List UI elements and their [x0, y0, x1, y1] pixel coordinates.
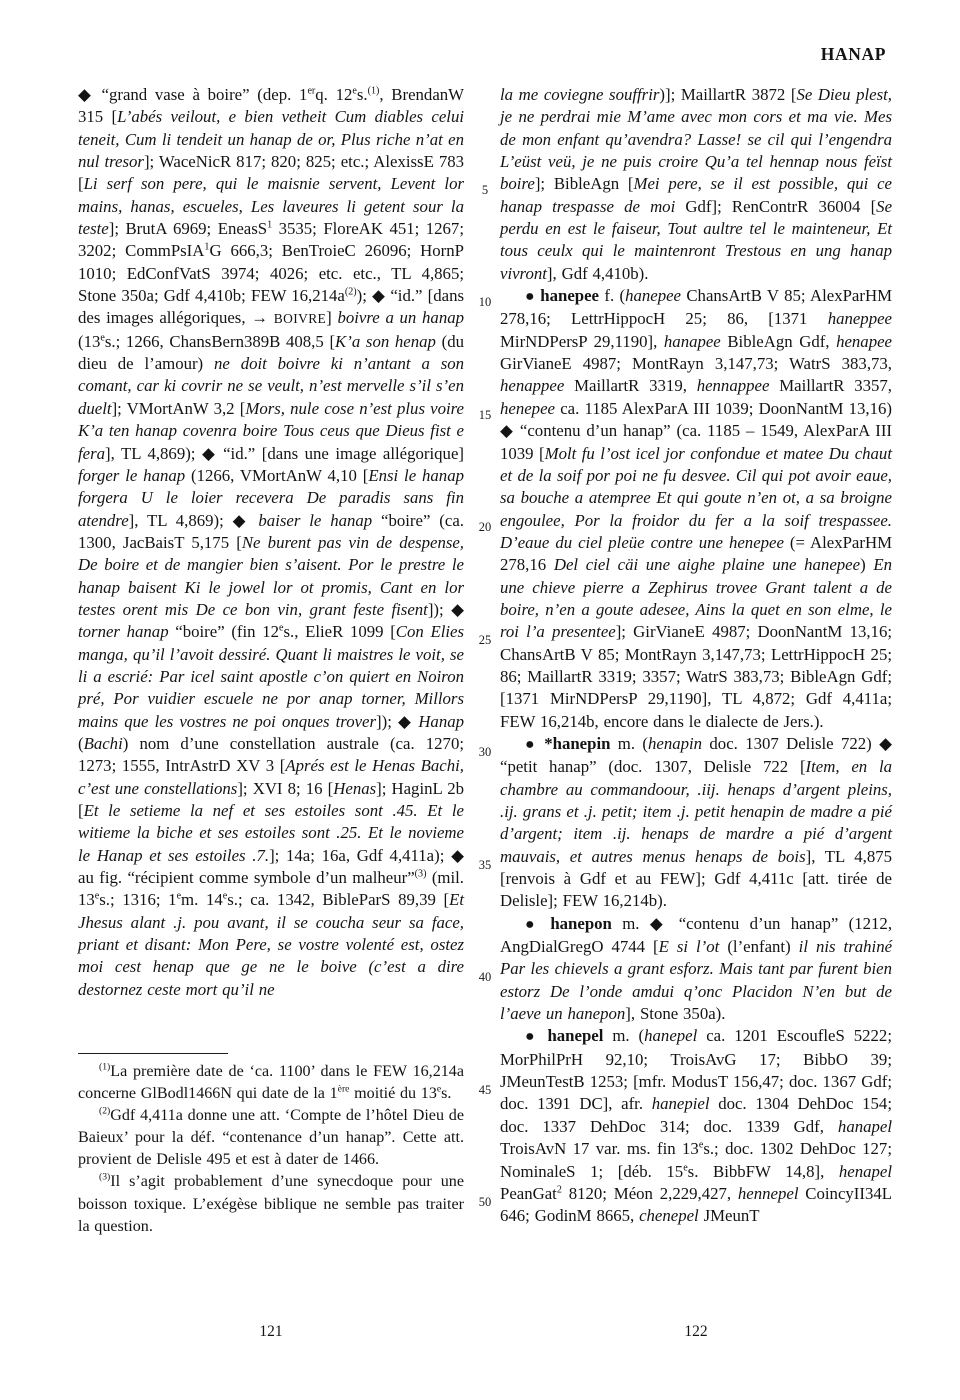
page-number-left: 121: [259, 1323, 283, 1340]
text-run: “boire” (fin 12: [168, 622, 279, 642]
text-run: E si l’ot: [658, 937, 720, 957]
text-run: ]; 14a; 16a, Gdf 4,411a);: [269, 845, 452, 865]
text-run: Et le setieme la nef et ses estoiles sont .45. Et le witieme la biche et ses estoiles sont .25. Et le novieme le Hanap et ses estoiles .7.: [78, 801, 464, 865]
diamond-icon: ◆: [879, 733, 892, 753]
text-run: ]);: [376, 711, 398, 731]
text-run: ], TL 4,869);: [105, 443, 202, 463]
line-number-15: 15: [478, 408, 492, 422]
text-run: Se Dieu plest, je ne perdrai mie M’ame avec mon cors et ma vie. Mes de mon enfant qu’avendra? Lasse! se cil qui l’engendra L’eüst veü, je ne puis croire Qu’a tel hennap nous feïst boire: [500, 85, 892, 194]
entry-hanepon: [500, 913, 892, 1026]
text-run: e: [436, 1083, 442, 1095]
diamond-icon: ◆: [202, 443, 224, 463]
text-run: “petit hanap” (doc. 1307, Delisle 722 [: [500, 757, 806, 777]
text-run: (1): [367, 85, 380, 97]
text-run: s.; doc. 1302 DehDoc 127; NominaleS 1; [déb. 15: [500, 1139, 892, 1181]
diamond-icon: ◆: [372, 286, 391, 306]
text-run: Molt fu l’ost icel jor confondue et matee Du chaut et de la soif por poi ne fu desvee. Cil qui pot avoir eaue, sa bouche a atempree Et qui goute n’en ot, a sa broigne engoulee, Por la froidor du fer a la soif trespassee. D’eaue du ciel pleüe contre une henepee: [500, 443, 892, 552]
text-run: (2): [344, 286, 357, 298]
text-run: G 666,3; BenTroieC 26096; HornP 1010; EdConfVatS 3974; 4026; etc. etc., TL 4,865; Stone 350a; Gdf 4,410b; FEW 16,214a: [78, 241, 464, 306]
text-run: ]);: [427, 599, 452, 619]
text-run: hanapee: [663, 331, 721, 351]
text-run: s.; ca. 1342, BibleParS 89,39 [: [227, 890, 450, 910]
text-run: Aprés est le Henas Bachi, c’est une constellations: [78, 756, 464, 798]
text-run: ]: [326, 308, 338, 328]
footnote-rule: [78, 1053, 228, 1054]
text-run: torner hanap: [78, 622, 169, 642]
text-run: ]; BibleAgn [: [534, 174, 634, 194]
text-run: henapel: [838, 1161, 892, 1181]
text-run: ]; HaginL 2b [: [78, 778, 465, 820]
text-run: e: [683, 1161, 688, 1173]
text-run: ], TL 4,869);: [128, 510, 233, 530]
text-run: haneppee: [827, 309, 892, 329]
text-run: m. (: [610, 733, 648, 753]
text-run: au fig. “récipient comme symbole d’un malheur”: [78, 868, 415, 888]
text-run: Se perdu en est le faiseur, Tout aultre tel le mainteneur, Et tous ceulx qui le maintenront Trestous en ung hanap vivront: [500, 196, 893, 283]
text-run: ], Stone 350a).: [625, 1004, 726, 1024]
text-run: s.; 1316; 1: [99, 890, 177, 910]
line-number-5: 5: [481, 183, 489, 197]
text-run: moitié du 13: [349, 1085, 437, 1103]
text-run: Mors, nule cose n’est plus voire K’a ten hanap covenra boire Tous ceus que Dieus fist e fera: [78, 398, 465, 463]
text-run: (1266, VMortAnW 4,10 [: [185, 465, 369, 485]
running-head: HANAP: [820, 44, 886, 64]
text-run: *hanepin: [544, 733, 611, 753]
text-run: BOIVRE: [273, 311, 327, 327]
text-run: ]; VMortAnW 3,2 [: [111, 398, 246, 418]
text-run: ne doit boivre ki n’antant a son comant, car ki covrir ne se veult, n’est mervelle s’il s’en duelt: [78, 354, 465, 418]
text-run: TroisAvN 17 var. ms. fin 13: [500, 1139, 699, 1159]
text-run: (1): [99, 1061, 111, 1073]
diamond-icon: ◆: [451, 599, 464, 619]
diamond-icon: ◆: [398, 711, 419, 731]
text-run: hennappee: [696, 376, 770, 396]
entry-text-right-continuation: [500, 84, 892, 285]
text-run: (du dieu de l’amour): [78, 331, 464, 374]
text-run: f. (: [599, 286, 626, 306]
text-run: er: [307, 85, 316, 97]
text-run: Bachi: [83, 733, 123, 753]
text-run: 3535; FloreAK 451; 1267; 3202; CommPsIA: [78, 219, 464, 261]
text-run: ca. 1201 EscoufleS 5222; MorPhilPrH 92,10; TroisAvG 17; BibbO 39; JMeunTestB 1253; [mfr. ModusT 156,47; doc. 1367 Gdf; doc. 1391 DC], afr.: [500, 1026, 892, 1114]
text-run: “id.” [dans une image allégorique]: [223, 443, 464, 463]
line-number-45: 45: [478, 1083, 492, 1097]
text-run: );: [356, 286, 373, 306]
text-run: Gdf]; RenContrR 36004 [: [675, 196, 877, 216]
text-run: ): [860, 555, 874, 575]
text-run: doc. 1304 DehDoc 154; doc. 1337 DehDoc 314; doc. 1339 Gdf,: [500, 1094, 892, 1136]
text-run: (mil. 13: [78, 868, 464, 910]
text-run: Ne burent pas vin de despense, De boire et de mangier bien s’aisent. Por le prestre le hanap baisent Ki le jowel lor ot promis, Cant en lor testes orent mis De ce bon vin, grant feste fisent: [78, 532, 465, 619]
diamond-icon: ◆: [500, 421, 520, 441]
text-run: ca. 1185 AlexParA III 1039; DoonNantM 13,16): [554, 398, 892, 418]
text-run: hanapel: [837, 1116, 892, 1136]
text-run: JMeunT: [698, 1206, 760, 1226]
text-run: ère: [337, 1083, 350, 1095]
text-run: s.: [441, 1085, 452, 1103]
text-run: )]; MaillartR 3872 [: [659, 85, 797, 104]
text-run: m. 14: [181, 890, 223, 910]
footnote-3: [78, 1171, 464, 1237]
text-run: ChansArtB V 85; AlexParHM 278,16; LettrHippocH 25; 86, [1371: [500, 286, 893, 329]
line-number-35: 35: [478, 858, 492, 872]
entry-hanepee: [500, 285, 892, 733]
footnotes: [78, 1061, 464, 1238]
diamond-icon: ◆: [451, 845, 464, 865]
text-run: Hanap: [418, 711, 464, 731]
text-run: ]; WaceNicR 817; 820; 825; etc.; AlexissE 783 [: [78, 152, 465, 194]
text-run: hanepel: [644, 1026, 698, 1046]
text-run: Gdf 4,411a donne une att. ‘Compte de l’hôtel Dieu de Baieux’ pour la déf. “contenance d’un hanap”. Cette att. provient de Delisle 495 et est à dater de 1466.: [78, 1107, 464, 1169]
text-run: Ensi le hanap forgera U le loier recevera De paradis sans fin atendre: [78, 465, 464, 530]
text-run: hanepon: [550, 913, 612, 933]
text-run: Henas: [333, 778, 377, 798]
text-run: L’abés veilout, e bien vetheit Cum diables celui teneit, Cum li tendeit un hanap de or, Plus riche n’at en nul tresor: [78, 107, 464, 172]
text-run: K’a son henap: [335, 331, 436, 351]
text-run: ]; BrutA 6969; EneasS: [108, 219, 268, 239]
line-number-30: 30: [478, 745, 492, 759]
line-number-40: 40: [478, 970, 492, 984]
text-run: Et Jhesus alant .j. pou avant, il se coucha seur sa face, priant et disant: Mon Pere, se vostre volenté est, ostez moi cest henap que ge ne le boive (c’est a dire destornez ceste mort qu’il ne: [78, 890, 464, 999]
text-run: baiser le hanap: [258, 510, 373, 530]
text-run: La première date de ‘ca. 1100’ dans le FEW 16,214a concerne GlBodl1466N qui date de la 1: [78, 1063, 464, 1103]
text-run: m.: [611, 913, 650, 933]
text-run: Mei pere, se il est possible, qui ce hanap trespasse de moi: [500, 174, 892, 216]
entry-text-left: [78, 84, 464, 1042]
text-run: hanepel: [547, 1026, 604, 1046]
text-run: s. BibbFW 14,8],: [687, 1161, 839, 1181]
right-column: [500, 84, 892, 1228]
text-run: 8120; Méon 2,229,427,: [561, 1183, 738, 1203]
text-run: henapee: [836, 331, 892, 351]
text-run: (13: [78, 331, 101, 351]
text-run: PeanGat: [500, 1183, 557, 1203]
text-run: “id.” [dans des images allégoriques, →: [78, 286, 464, 328]
text-run: q. 12: [315, 85, 353, 104]
text-run: 1: [204, 241, 210, 253]
text-run: MaillartR 3357,: [769, 376, 892, 396]
text-run: MaillartR 3319,: [564, 376, 697, 396]
text-run: s., ElieR 1099 [: [283, 622, 396, 642]
text-run: e: [352, 85, 357, 97]
bullet-icon: ●: [525, 915, 551, 933]
text-run: Li serf son pere, qui le maisnie servent, Levent lor mains, hanas, escueles, Les laveures li getent sour la teste: [78, 174, 464, 239]
text-run: Item, en la chambre au commandoour, .iij. henaps d’argent pleins, .ij. grans et .j. petit; item .j. petit henapin de madre a pié d’argent; item .ij. henaps de mardre a pié d’argent mauvais, et autres menus henaps de bois: [500, 757, 893, 866]
text-run: hanepee: [625, 286, 682, 306]
bullet-icon: ●: [525, 735, 545, 753]
footnote-2: [78, 1105, 464, 1171]
text-run: m. (: [603, 1026, 645, 1046]
text-run: s.: [356, 85, 368, 104]
line-number-25: 25: [478, 633, 492, 647]
text-run: il nis trahiné Par les chievels a grant esforz. Mais tant par furent bien estorz De l’onde amdui q’onc Placidon N’en but de l’aeve un hanepon: [500, 937, 893, 1024]
footnote-1: [78, 1061, 464, 1105]
text-run: s.; 1266, ChansBern389B 408,5 [: [104, 331, 336, 351]
text-run: (2): [99, 1105, 111, 1117]
entry-hanepel: [500, 1025, 892, 1227]
text-run: henappee: [500, 376, 565, 396]
text-run: Del ciel cäi une aighe plaine une hanepee: [553, 555, 861, 575]
diamond-icon: ◆: [649, 913, 679, 933]
text-run: chenepel: [639, 1206, 699, 1226]
text-run: ]; XVI 8; 16 [: [237, 778, 334, 798]
text-run: e: [222, 890, 228, 902]
page-number-right: 122: [684, 1323, 708, 1340]
text-run: “boire” (ca. 1300, JacBaisT 5,175 [: [78, 510, 464, 552]
text-run: forger le hanap: [78, 465, 186, 485]
text-run: BibleAgn Gdf,: [720, 331, 837, 351]
text-run: (= AlexParHM 278,16: [500, 532, 893, 575]
text-run: (: [78, 733, 84, 753]
text-run: (3): [99, 1172, 111, 1184]
text-run: ) nom d’une constellation australe (ca. 1270; 1273; 1555, IntrAstrD XV 3 [: [78, 733, 464, 776]
bullet-icon: ●: [525, 1028, 548, 1046]
text-run: Il s’agit probablement d’une synecdoque pour une boisson toxique. L’exégèse biblique ne semble pas traiter la question.: [78, 1173, 464, 1235]
text-run: GirVianeE 4987; MontRayn 3,147,73; WatrS 383,73,: [500, 354, 892, 374]
left-column: [78, 84, 464, 1238]
text-run: “contenu d’un hanap” (ca. 1185 – 1549, AlexParA III 1039 [: [500, 421, 892, 463]
diamond-icon: ◆: [78, 85, 102, 104]
text-run: , BrendanW 315 [: [78, 85, 464, 127]
text-run: henapin: [648, 733, 703, 753]
text-run: “grand vase à boire” (dep. 1: [101, 85, 308, 104]
text-run: hennepel: [737, 1183, 799, 1203]
text-run: MirNDPersP 29,1190],: [500, 331, 664, 351]
text-run: “contenu d’un hanap” (1212, AngDialGregO 4744 [: [500, 913, 893, 957]
text-run: 2: [556, 1184, 562, 1196]
line-number-20: 20: [478, 520, 492, 534]
entry-hanepin: [500, 733, 892, 913]
text-run: la me coviegne souffrir: [500, 85, 660, 104]
text-run: hanepee: [540, 286, 599, 306]
text-run: e: [698, 1139, 704, 1151]
text-run: 1: [267, 219, 273, 231]
text-run: boivre a un hanap: [337, 308, 464, 328]
text-run: En une chieve pierre a Zephirus trovee Grant talent a de boire, n’en a goute adesee, Ains la quet en son elme, le roi l’a presentee: [500, 555, 892, 642]
text-run: henepee: [500, 398, 555, 418]
text-run: ], Gdf 4,410b).: [546, 263, 649, 283]
line-number-50: 50: [478, 1195, 492, 1209]
text-run: (3): [414, 868, 427, 880]
text-run: CoincyII34L 646; GodinM 8665,: [500, 1183, 892, 1226]
bullet-icon: ●: [525, 288, 541, 306]
text-run: e: [279, 622, 284, 634]
text-run: doc. 1307 Delisle 722): [702, 733, 880, 753]
text-run: ], TL 4,875 [renvois à Gdf et au FEW]; Gdf 4,411c [att. tirée de Delisle]; FEW 16,214b).: [500, 846, 892, 911]
text-run: e: [176, 890, 182, 902]
text-run: Con Elies manga, qu’il l’avoit dessiré. Quant li maistres le voit, se li a escrié: Par icel saint apostle c’on quiert en Noiron pré, Por vuidier escuele ne por anap torner, Millors mains que les vostres ne poi onques trover: [78, 622, 464, 731]
diamond-icon: ◆: [232, 510, 259, 530]
text-run: hanepiel: [651, 1094, 710, 1114]
text-run: (l’enfant): [719, 937, 799, 957]
text-run: e: [94, 890, 100, 902]
text-run: ]; GirVianeE 4987; DoonNantM 13,16; ChansArtB V 85; MontRayn 3,147,73; LettrHippocH 25; 86; MaillartR 3319; 3357; WatrS 383,73; BibleAgn Gdf; [1371 MirNDPersP 29,1190], TL 4,872; Gdf 4,411a; FEW 16,214b, encore dans le dialecte de Jers.).: [500, 622, 892, 731]
line-number-10: 10: [478, 295, 492, 309]
text-run: e: [100, 332, 105, 344]
